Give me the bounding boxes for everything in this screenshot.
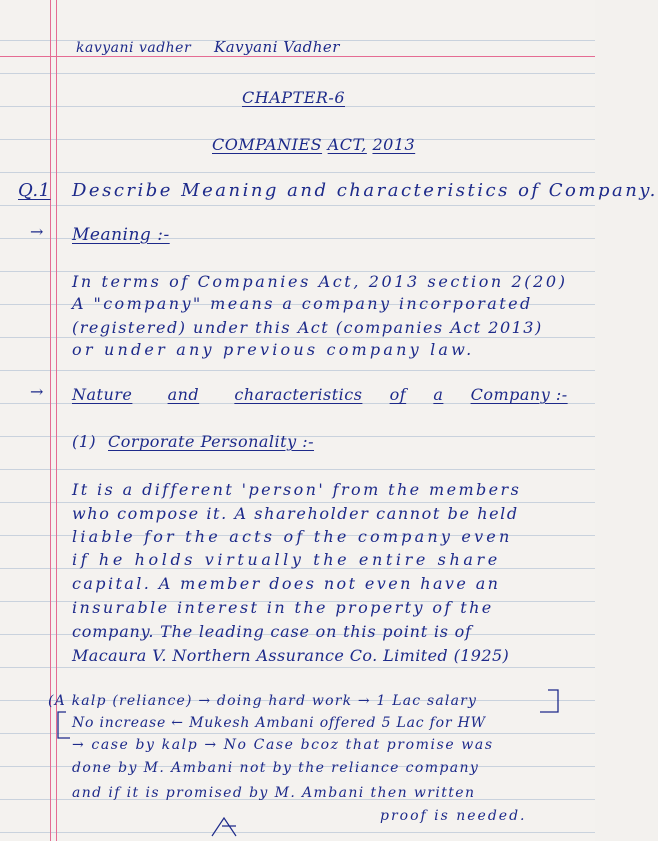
note-line-2: No increase ← Mukesh Ambani offered 5 Lac for HW [72, 715, 486, 731]
corporate-line-6: insurable interest in the property of the [72, 598, 494, 617]
corporate-line-2: who compose it. A shareholder cannot be held [72, 504, 519, 523]
chapter-title-main: COMPANIES [212, 135, 323, 154]
corporate-number: (1) [72, 432, 97, 451]
chapter-title-year: 2013 [372, 135, 416, 154]
nature-heading-word-6: Company :- [470, 385, 568, 404]
meaning-line-4: or under any previous company law. [72, 340, 475, 359]
note-line-5: and if it is promised by M. Ambani then written [72, 785, 476, 801]
corporate-line-3: liable for the acts of the company even [72, 527, 513, 546]
corporate-line-4: if he holds virtually the entire share [72, 550, 501, 569]
nature-heading-word-1: Nature [72, 385, 133, 404]
note-line-4: done by M. Ambani not by the reliance company [72, 760, 480, 776]
corporate-line-5: capital. A member does not even have an [72, 574, 501, 593]
meaning-heading: Meaning :- [72, 225, 170, 245]
signature: Kavyani Vadher [214, 38, 340, 56]
note-line-6: proof is needed. [380, 808, 527, 824]
corporate-line-8: Macaura V. Northern Assurance Co. Limited (1925) [72, 646, 510, 665]
meaning-line-3: (registered) under this Act (companies Act 2013) [72, 318, 543, 337]
nature-heading-word-2: and [167, 385, 200, 404]
note-line-3: → case by kalp → No Case bcoz that promise was [72, 737, 494, 753]
corporate-line-7: company. The leading case on this point is of [72, 622, 472, 641]
corporate-heading: Corporate Personality :- [108, 432, 315, 451]
nature-heading-word-3: characteristics [234, 385, 363, 404]
meaning-line-2: A "company" means a company incorporated [72, 294, 533, 313]
student-name: kavyani vadher [76, 40, 192, 56]
note-line-1: (A kalp (reliance) → doing hard work → 1 Lac salary [48, 693, 478, 709]
nature-arrow: → [30, 382, 44, 401]
question-label: Q.1 [18, 180, 51, 201]
nature-heading-word-5: a [433, 385, 444, 404]
meaning-arrow: → [30, 222, 44, 241]
meaning-line-1: In terms of Companies Act, 2013 section 2(20) [72, 272, 568, 291]
chapter-number: CHAPTER-6 [242, 88, 345, 107]
corporate-line-1: It is a different 'person' from the members [72, 480, 522, 499]
question-text: Describe Meaning and characteristics of Company. [72, 180, 658, 201]
nature-heading-word-4: of [389, 385, 407, 404]
chapter-title-act: ACT, [327, 135, 367, 154]
